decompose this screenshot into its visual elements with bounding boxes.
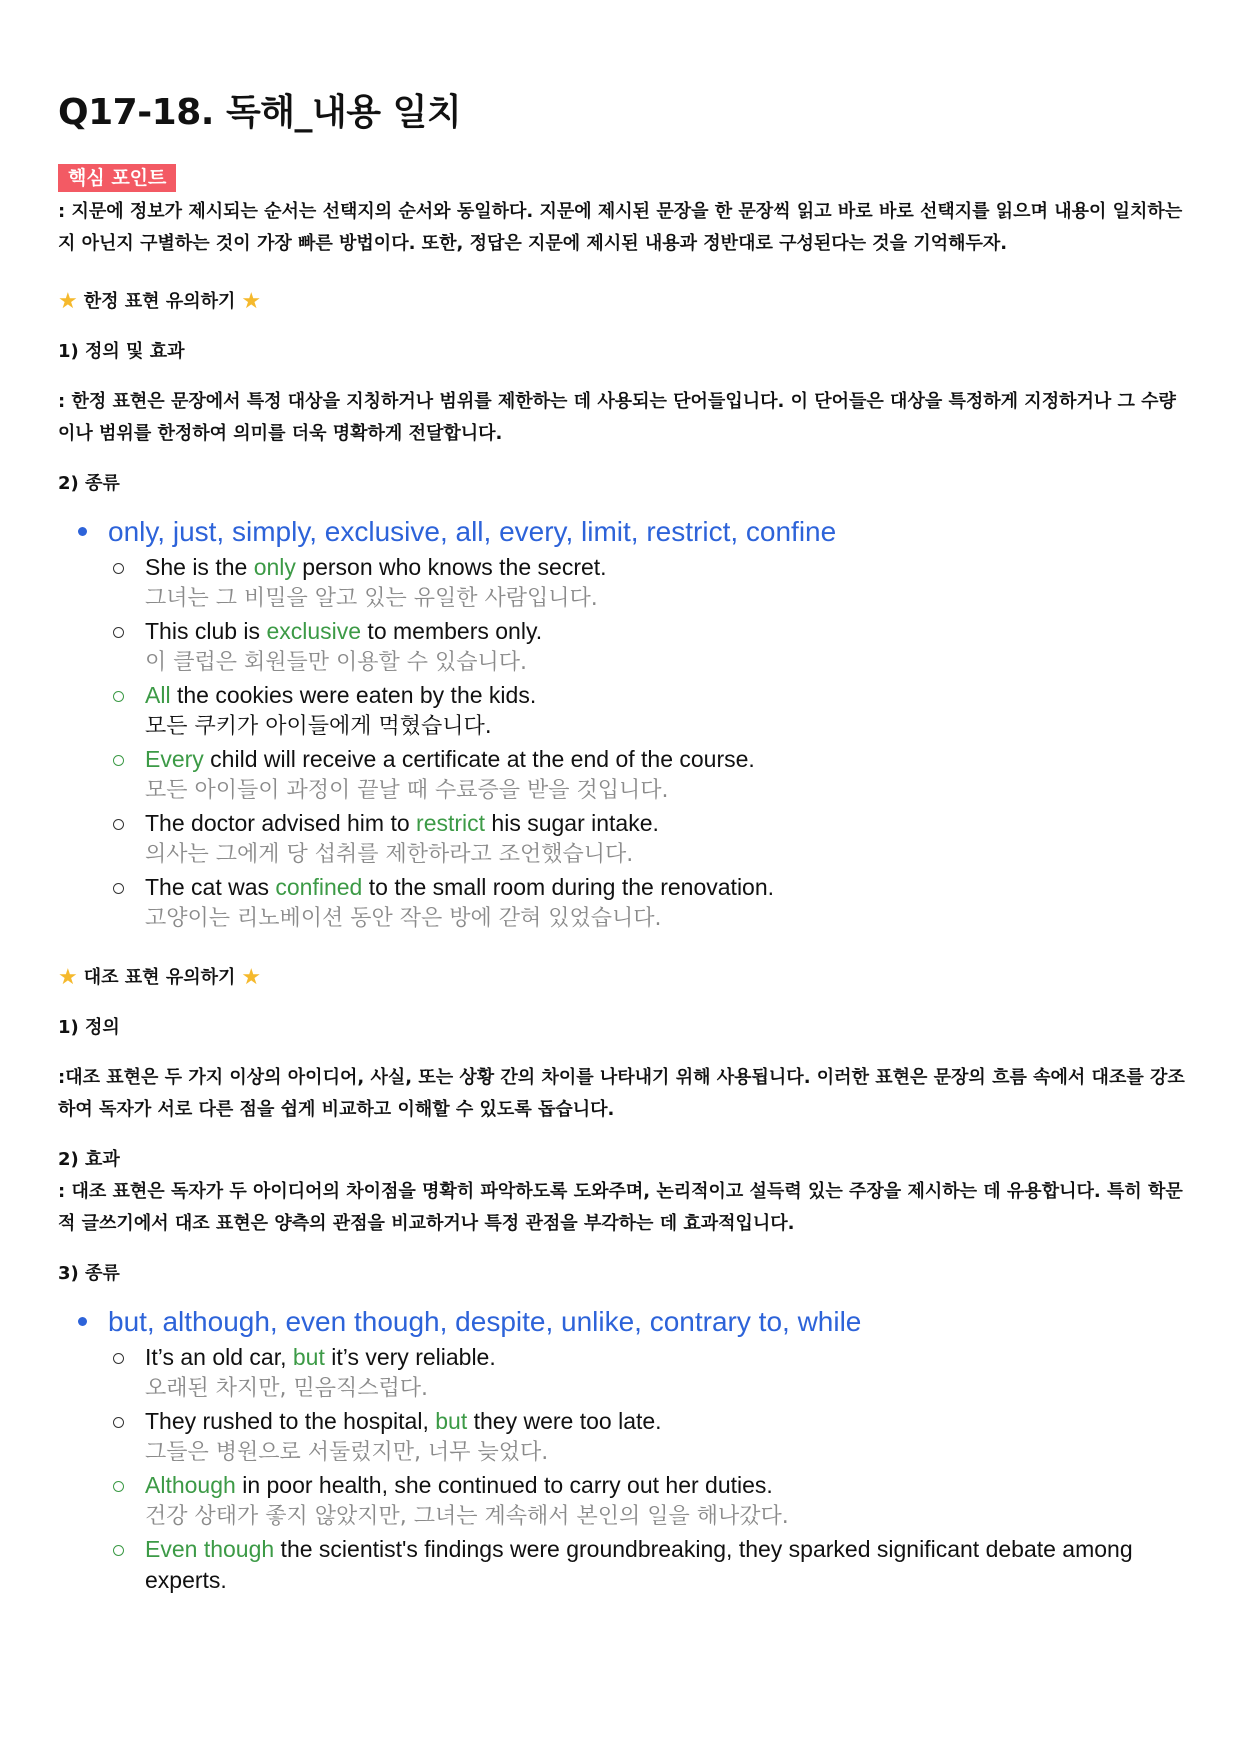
example-item (108, 1342, 1188, 1404)
section1-list (58, 514, 1188, 934)
example-text: they were too late. (467, 1408, 662, 1434)
example-item (108, 808, 1188, 870)
example-item (108, 744, 1188, 806)
circle-bullet-icon (113, 819, 124, 830)
example-item (108, 616, 1188, 678)
star-icon: ★ (58, 289, 78, 314)
section1-heading-label: 한정 표현 유의하기 (83, 291, 236, 312)
circle-bullet-icon (113, 755, 124, 766)
keyword: but (292, 1344, 325, 1370)
example-text: person who knows the secret. (295, 554, 607, 580)
translation: 고양이는 리노베이션 동안 작은 방에 갇혀 있었습니다. (145, 906, 662, 931)
circle-bullet-icon (113, 883, 124, 894)
section1-types-title: 2) 종류 (58, 473, 120, 494)
circle-bullet-icon (113, 1481, 124, 1492)
section1-def-title: 1) 정의 및 효과 (58, 341, 185, 362)
section2-def-text: :대조 표현은 두 가지 이상의 아이디어, 사실, 또는 상황 간의 차이를 나타내기 위해 사용됩니다. 이러한 표현은 문장의 흐름 속에서 대조를 강조하여 독자가 서로 다른 점을 쉽게 비교하고 이해할 수 있도록 돕습니다. (58, 1067, 1185, 1120)
example-text: child will receive a certificate at the end of the course. (203, 746, 755, 772)
example-text: The cat was (145, 874, 276, 900)
translation: 의사는 그에게 당 섭취를 제한하라고 조언했습니다. (145, 842, 634, 867)
list-item (58, 1304, 1188, 1596)
circle-bullet-icon (113, 691, 124, 702)
section1-heading (58, 286, 1188, 318)
example-text: They rushed to the hospital, (145, 1408, 436, 1434)
section2-words: but, although, even though, despite, unlike, contrary to, while (108, 1306, 862, 1337)
translation: 그들은 병원으로 서둘렀지만, 너무 늦었다. (145, 1440, 549, 1465)
translation: 건강 상태가 좋지 않았지만, 그녀는 계속해서 본인의 일을 해나갔다. (145, 1504, 789, 1529)
example-text: in poor health, she continued to carry out her duties. (235, 1472, 773, 1498)
document-page (58, 88, 1188, 1598)
star-icon: ★ (58, 965, 78, 990)
example-item (108, 680, 1188, 742)
section2-examples (108, 1342, 1188, 1596)
keyword: restrict (416, 810, 486, 836)
keyword: Every (145, 746, 204, 772)
keyword: but (435, 1408, 468, 1434)
keyword: All (145, 682, 171, 708)
section2-effect-title: 2) 효과 (58, 1149, 120, 1170)
section1-def-text: : 한정 표현은 문장에서 특정 대상을 지칭하거나 범위를 제한하는 데 사용되는 단어들입니다. 이 단어들은 대상을 특정하게 지정하거나 그 수량이나 범위를 한정하여 의미를 더욱 명확하게 전달합니다. (58, 391, 1176, 444)
star-icon: ★ (241, 289, 262, 314)
example-text: It’s an old car, (145, 1344, 293, 1370)
example-item (108, 1534, 1188, 1596)
translation: 모든 아이들이 과정이 끝날 때 수료증을 받을 것입니다. (145, 778, 669, 803)
example-text: to members only. (361, 618, 543, 644)
keyword: exclusive (266, 618, 362, 644)
section2-heading (58, 962, 1188, 994)
section1-examples (108, 552, 1188, 934)
example-text: the scientist's findings were groundbreaking, they sparked significant debate among experts. (145, 1536, 1133, 1593)
example-text: to the small room during the renovation. (362, 874, 775, 900)
example-item (108, 1470, 1188, 1532)
page-title: Q17-18. 독해_내용 일치 (58, 92, 462, 133)
section2-effect-text: : 대조 표현은 독자가 두 아이디어의 차이점을 명확히 파악하도록 도와주며, 논리적이고 설득력 있는 주장을 제시하는 데 유용합니다. 특히 학문적 글쓰기에서 대조 표현은 양측의 관점을 비교하거나 특정 관점을 부각하는 데 효과적입니다. (58, 1181, 1183, 1234)
circle-bullet-icon (113, 1545, 124, 1556)
example-text: the cookies were eaten by the kids. (170, 682, 537, 708)
section1-words: only, just, simply, exclusive, all, every, limit, restrict, confine (108, 516, 837, 547)
bullet-icon (78, 527, 87, 536)
section2-def-title: 1) 정의 (58, 1017, 120, 1038)
keyword: Even though (145, 1536, 275, 1562)
star-icon: ★ (241, 965, 262, 990)
circle-bullet-icon (113, 563, 124, 574)
keyword: Although (145, 1472, 236, 1498)
section2-heading-label: 대조 표현 유의하기 (83, 967, 236, 988)
circle-bullet-icon (113, 1417, 124, 1428)
section2-types-title: 3) 종류 (58, 1263, 120, 1284)
example-item (108, 552, 1188, 614)
bullet-icon (78, 1317, 87, 1326)
section2-list (58, 1304, 1188, 1596)
circle-bullet-icon (113, 627, 124, 638)
keyword: confined (275, 874, 363, 900)
example-text: She is the (145, 554, 254, 580)
key-point-badge: 핵심 포인트 (58, 164, 176, 192)
translation: 모든 쿠키가 아이들에게 먹혔습니다. (145, 714, 492, 739)
translation: 이 클럽은 회원들만 이용할 수 있습니다. (145, 650, 527, 675)
keyword: only (253, 554, 296, 580)
translation: 그녀는 그 비밀을 알고 있는 유일한 사람입니다. (145, 586, 598, 611)
example-text: The doctor advised him to (145, 810, 417, 836)
intro-text: : 지문에 정보가 제시되는 순서는 선택지의 순서와 동일하다. 지문에 제시된 문장을 한 문장씩 읽고 바로 바로 선택지를 읽으며 내용이 일치하는지 아닌지 구별하는 것이 가장 빠른 방법이다. 또한, 정답은 지문에 제시된 내용과 정반대로 구성된다는 것을 기억해두자. (58, 201, 1183, 254)
example-item (108, 1406, 1188, 1468)
list-item (58, 514, 1188, 934)
translation: 오래된 차지만, 믿음직스럽다. (145, 1376, 428, 1401)
example-item (108, 872, 1188, 934)
example-text: This club is (145, 618, 267, 644)
example-text: it’s very reliable. (324, 1344, 496, 1370)
example-text: his sugar intake. (485, 810, 659, 836)
circle-bullet-icon (113, 1353, 124, 1364)
